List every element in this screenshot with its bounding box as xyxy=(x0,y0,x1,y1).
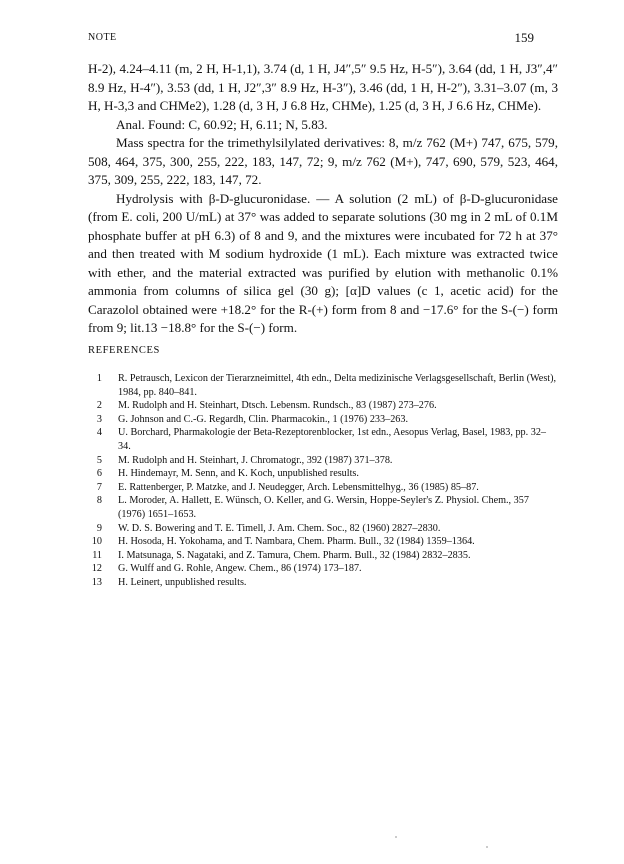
reference-item xyxy=(88,467,558,481)
reference-text: M. Rudolph and H. Steinhart, Dtsch. Lebensm. Rundsch., 83 (1987) 273–276. xyxy=(118,400,437,412)
reference-text: M. Rudolph and H. Steinhart, J. Chromatogr., 392 (1987) 371–378. xyxy=(118,454,393,466)
reference-text: H. Leinert, unpublished results. xyxy=(118,576,247,588)
references-heading: REFERENCES xyxy=(88,345,160,356)
reference-item xyxy=(88,549,558,563)
reference-number: 11 xyxy=(92,549,102,561)
reference-number: 1 xyxy=(96,373,102,384)
reference-number: 8 xyxy=(96,495,102,507)
running-head: NOTE xyxy=(88,32,117,43)
page-header xyxy=(88,30,534,46)
reference-item xyxy=(88,454,558,468)
reference-text: U. Borchard, Pharmakologie der Beta-Rezeptorenblocker, 1st edn., Aesopus Verlag, Basel, 1983, pp. 32–34. xyxy=(118,427,547,452)
reference-text: H. Hindemayr, M. Senn, and K. Koch, unpublished results. xyxy=(118,468,359,480)
reference-text: E. Rattenberger, P. Matzke, and J. Neudegger, Arch. Lebensmittelhyg., 36 (1985) 85–87. xyxy=(118,481,479,493)
scan-artifact xyxy=(395,836,397,838)
reference-number: 6 xyxy=(96,468,102,480)
paragraph-nmr-data: H-2), 4.24–4.11 (m, 2 H, H-1,1), 3.74 (d, 1 H, J4″,5″ 9.5 Hz, H-5″), 3.64 (dd, 1 H, J3″,4″ 8.9 Hz, H-4″), 3.53 (dd, 1 H, J2″,3″ 8.9 Hz, H-3″), 3.46 (dd, 1 H, H-2″), 3.31–3.07 (m, 3 H, H-3,3 and CHMe2), 1.28 (d, 3 H, J 6.8 Hz, CHMe), 1.25 (d, 3 H, J 6.6 Hz, CHMe). xyxy=(88,61,558,113)
reference-number: 10 xyxy=(91,536,102,548)
reference-item xyxy=(88,399,558,413)
reference-item xyxy=(88,522,558,536)
page-number: 159 xyxy=(514,30,534,45)
paragraph-analysis: Anal. Found: C, 60.92; H, 6.11; N, 5.83. xyxy=(116,116,328,132)
reference-item xyxy=(88,494,558,521)
reference-number: 7 xyxy=(96,481,102,493)
reference-item xyxy=(88,562,558,576)
reference-item xyxy=(88,481,558,495)
reference-number: 5 xyxy=(96,454,102,466)
reference-number: 13 xyxy=(91,576,102,588)
reference-text: W. D. S. Bowering and T. E. Timell, J. Am. Chem. Soc., 82 (1960) 2827–2830. xyxy=(118,522,441,534)
reference-number: 4 xyxy=(96,427,102,439)
paragraph-hydrolysis: Hydrolysis with β-D-glucuronidase. — A solution (2 mL) of β-D-glucuronidase (from E. coli, 200 U/mL) at 37° was added to separate solutions (30 mg in 2 mL of 0.1M phosphate buffer at pH 6.3) of 8 and 9, and the mixtures were incubated for 72 h at 37° and then treated with M sodium hydroxide (1 mL). Each mixture was extracted twice with ether, and the material extracted was purified by elution with methanolic 0.1% ammonia from columns of silica gel (30 g); [α]D values (c 1, acetic acid) for the Carazolol obtained were +18.2° for the R-(+) form from 8 and −17.6° for the S-(−) form from 9; lit.13 −18.8° for the S-(−) form. xyxy=(88,190,558,335)
references-list xyxy=(88,372,558,590)
reference-item xyxy=(88,535,558,549)
reference-text: G. Johnson and C.-G. Regardh, Clin. Pharmacokin., 1 (1976) 233–263. xyxy=(118,413,409,425)
scan-artifact xyxy=(486,846,488,848)
paragraph-mass-spectra: Mass spectra for the trimethylsilylated derivatives: 8, m/z 762 (M+) 747, 675, 579, 508, 464, 375, 300, 255, 222, 183, 147, 72; 9, m/z 762 (M+), 747, 690, 579, 523, 464, 375, 309, 255, 222, 183, 147, 72. xyxy=(88,135,558,187)
reference-item xyxy=(88,576,558,590)
reference-text: H. Hosoda, H. Yokohama, and T. Nambara, Chem. Pharm. Bull., 32 (1984) 1359–1364. xyxy=(118,536,475,548)
reference-item xyxy=(88,426,558,453)
reference-number: 12 xyxy=(91,563,102,575)
reference-text: L. Moroder, A. Hallett, E. Wünsch, O. Keller, and G. Wersin, Hoppe-Seyler's Z. Physiol. Chem., 357 (1976) 1651–1653. xyxy=(118,495,529,520)
reference-number: 3 xyxy=(96,413,102,425)
reference-text: R. Petrausch, Lexicon der Tierarzneimittel, 4th edn., Delta medizinische Verlagsgesellschaft, Berlin (West), 1984, pp. 840–841. xyxy=(118,373,557,398)
body-text xyxy=(88,60,558,338)
reference-item xyxy=(88,372,558,399)
reference-number: 2 xyxy=(96,400,102,412)
reference-text: G. Wulff and G. Rohle, Angew. Chem., 86 (1974) 173–187. xyxy=(118,563,362,575)
reference-item xyxy=(88,413,558,427)
reference-text: I. Matsunaga, S. Nagataki, and Z. Tamura, Chem. Pharm. Bull., 32 (1984) 2832–2835. xyxy=(118,549,471,561)
reference-number: 9 xyxy=(96,522,102,534)
